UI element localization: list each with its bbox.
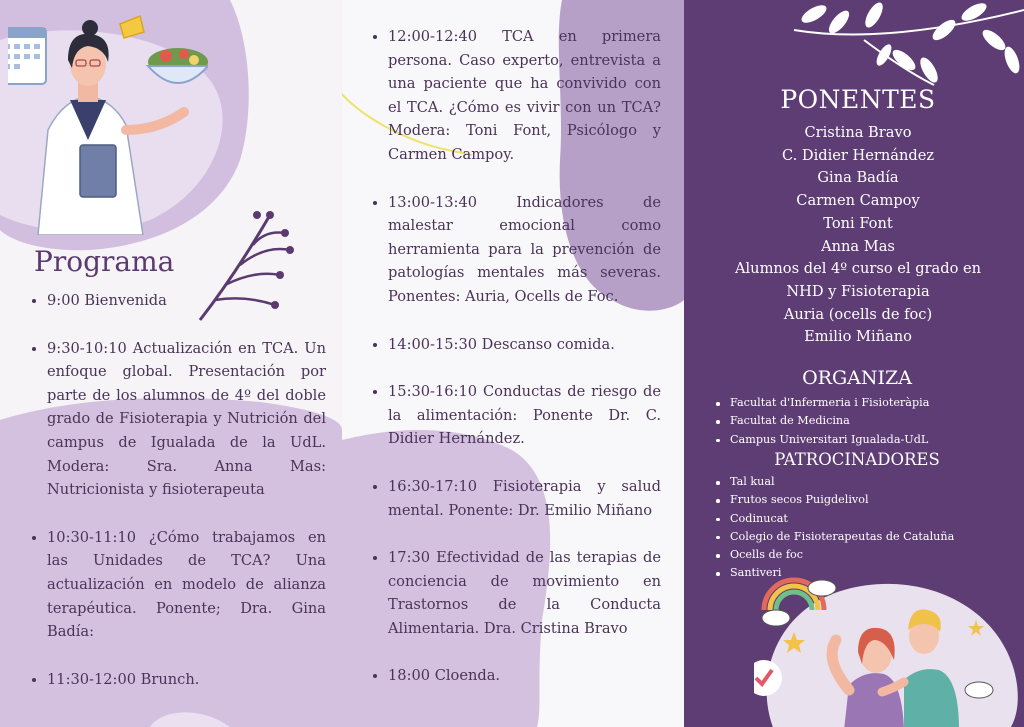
patrocinadores-title: PATROCINADORES xyxy=(774,450,940,469)
list-item: 18:00 Cloenda. xyxy=(372,664,661,688)
list-item: Frutos secos Puigdelivol xyxy=(715,491,1015,509)
list-item: Facultat d'Infermeria i Fisioteràpia xyxy=(715,394,1015,412)
list-item: 11:30-12:00 Brunch. xyxy=(31,668,326,692)
ponentes-section xyxy=(684,84,1024,349)
ponentes-list xyxy=(684,122,1024,349)
list-item: 10:30-11:10 ¿Cómo trabajamos en las Unidades de TCA? Una actualización en modelo de alianza terapéutica. Ponente; Dra. Gina Badía: xyxy=(31,526,326,644)
middle-panel xyxy=(342,0,684,727)
list-item: Campus Universitari Igualada-UdL xyxy=(715,431,1015,449)
list-item: Santiveri xyxy=(715,564,1015,582)
calendar-icon xyxy=(8,28,46,84)
list-item: 14:00-15:30 Descanso comida. xyxy=(372,333,661,357)
ponente-name: C. Didier Hernández xyxy=(781,146,935,164)
list-item: 16:30-17:10 Fisioterapia y salud mental. Ponente: Dr. Emilio Miñano xyxy=(372,475,661,522)
list-item: 9:30-10:10 Actualización en TCA. Un enfoque global. Presentación por parte de los alumnos de 4º del doble grado de Fisioterapia y Nutrición del campus de Igualada de la UdL. Modera: Sra. Anna Mas: Nutricionista y fisioterapeuta xyxy=(31,337,326,502)
friends-illustration xyxy=(754,570,1024,727)
ponente-name: Anna Mas xyxy=(821,237,895,255)
ponente-name: Toni Font xyxy=(823,214,893,232)
list-item: 12:00-12:40 TCA en primera persona. Caso experto, entrevista a una paciente que ha convivido con el TCA. ¿Cómo es vivir con un TCA? Modera: Toni Font, Psicólogo y Carmen Campoy. xyxy=(372,25,661,167)
leaves-decoration xyxy=(784,0,1024,90)
ponente-name: Cristina Bravo xyxy=(804,124,912,141)
ponente-name: Emilio Miñano xyxy=(804,328,912,346)
ponente-name: NHD y Fisioterapia xyxy=(786,282,930,300)
programa-title: Programa xyxy=(34,245,175,278)
salad-bowl-icon xyxy=(148,48,208,83)
list-item: Facultat de Medicina xyxy=(715,412,1015,430)
right-panel xyxy=(684,0,1024,727)
list-item: 17:30 Efectividad de las terapias de conciencia de movimiento en Trastornos de la Conducta Alimentaria. Dra. Cristina Bravo xyxy=(372,546,661,640)
programa-cont-list xyxy=(372,25,661,712)
organiza-list xyxy=(715,394,1015,449)
ponente-name: Gina Badía xyxy=(817,169,899,187)
list-item: 15:30-16:10 Conductas de riesgo de la alimentación: Ponente Dr. C. Didier Hernández. xyxy=(372,380,661,451)
patrocinadores-list xyxy=(715,473,1015,583)
cheese-icon xyxy=(120,16,144,38)
list-item: Ocells de foc xyxy=(715,546,1015,564)
left-panel xyxy=(0,0,342,727)
doctor-illustration xyxy=(8,0,208,235)
list-item: Tal kual xyxy=(715,473,1015,491)
ponentes-title: PONENTES xyxy=(780,85,936,114)
list-item: Colegio de Fisioterapeutas de Cataluña xyxy=(715,528,1015,546)
organiza-title: ORGANIZA xyxy=(802,367,912,389)
list-item: 13:00-13:40 Indicadores de malestar emocional como herramienta para la prevención de patologías mentales más severas. Ponentes: Auria, Ocells de Foc. xyxy=(372,191,661,309)
programa-list xyxy=(31,289,326,715)
list-item: Codinucat xyxy=(715,510,1015,528)
list-item: 9:00 Bienvenida xyxy=(31,289,326,313)
ponente-name: Auria (ocells de foc) xyxy=(783,305,933,323)
ponente-name: Alumnos del 4º curso el grado en xyxy=(734,260,982,278)
ponente-name: Carmen Campoy xyxy=(796,192,920,210)
